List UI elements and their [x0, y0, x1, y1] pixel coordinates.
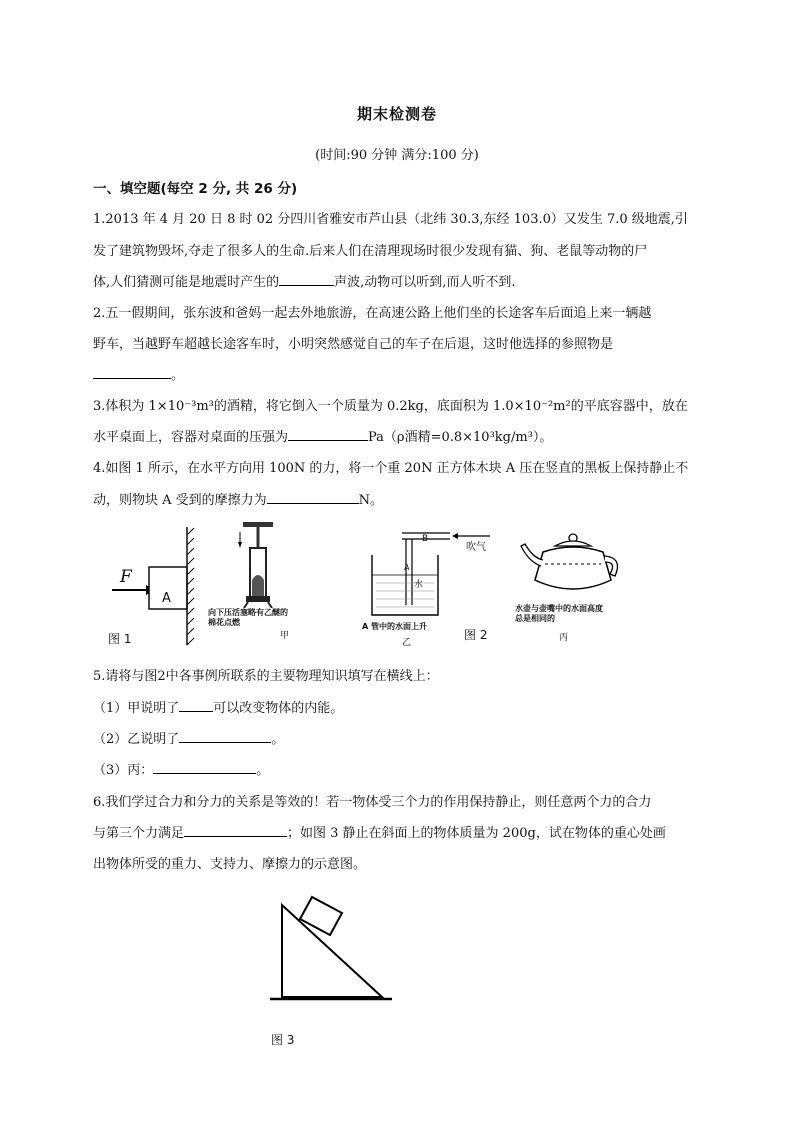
q5-3-answer-blank[interactable]	[153, 760, 256, 774]
figure-3	[270, 885, 395, 1010]
q5-3-text-a: （3）丙：	[93, 763, 154, 778]
q5-1-text-a: （1）甲说明了	[93, 701, 180, 716]
q3-line-1: 3.体积为 1×10⁻³m³的酒精，将它倒入一个质量为 0.2kg，底面积为 1.0×10⁻²m²的平底容器中，放在	[93, 399, 688, 414]
page-subtitle: (时间:90 分钟 满分:100 分)	[315, 148, 479, 163]
figure-2-yi	[362, 525, 502, 647]
page-title: 期末检测卷	[356, 105, 437, 123]
blow-label: 吹气	[466, 542, 486, 553]
q1-answer-blank[interactable]	[279, 272, 334, 286]
q5-line-4	[93, 759, 269, 778]
q3-answer-blank[interactable]	[288, 427, 368, 441]
figure-2-caption: 图 2	[464, 628, 488, 642]
figure-2-jia	[208, 518, 298, 643]
q6-line-3: 出物体所受的重力、支持力、摩擦力的示意图。	[93, 857, 367, 872]
figure-3-caption: 图 3	[271, 1033, 295, 1047]
section-heading: 一、填空题(每空 2 分, 共 26 分)	[93, 181, 298, 197]
yi-caption: A 管中的水面上升	[362, 622, 427, 631]
q2-line-1: 2.五一假期间，张东波和爸妈一起去外地旅游，在高速公路上他们坐的长途客车后面追上来一辆越	[93, 306, 652, 321]
q3-text-a: 水平桌面上，容器对桌面的压强为	[93, 430, 289, 445]
q5-line-2	[93, 697, 343, 716]
incline-drawing	[270, 885, 395, 1010]
pump-drawing	[208, 518, 298, 608]
teapot-drawing	[515, 532, 625, 597]
q5-3-text-b: 。	[256, 763, 270, 778]
q5-2-text-b: 。	[271, 732, 285, 747]
tube-a-label: A	[404, 563, 410, 572]
q5-2-answer-blank[interactable]	[179, 729, 271, 743]
bing-label: 丙	[559, 633, 569, 643]
q6-line-1: 6.我们学过合力和分力的关系是等效的！若一物体受三个力的作用保持静止，则任意两个力的合力	[93, 795, 652, 810]
q6-answer-blank[interactable]	[184, 823, 287, 837]
figure-1-caption: 图 1	[108, 632, 132, 646]
q1-line-2: 发了建筑物毁坏,夺走了很多人的生命.后来人们在清理现场时很少发现有猫、狗、老鼠等动物的尸	[93, 244, 648, 259]
q6-text-a: 与第三个力满足	[93, 826, 185, 841]
q1-line-3	[93, 271, 516, 290]
q5-2-text-a: （2）乙说明了	[93, 732, 180, 747]
q5-1-answer-blank[interactable]	[179, 698, 213, 712]
q1-line-1: 1.2013 年 4 月 20 日 8 时 02 分四川省雅安市芦山县（北纬 30.3,东经 103.0）又发生 7.0 级地震,引	[93, 212, 688, 227]
q4-text-b: N。	[358, 493, 384, 508]
q4-answer-blank[interactable]	[267, 490, 359, 504]
q6-line-2	[93, 822, 666, 841]
q2-line-3	[93, 364, 184, 383]
q5-1-text-b: 可以改变物体的内能。	[213, 701, 344, 716]
bing-caption: 水壶与壶嘴中的水面高度总是相同的	[515, 604, 603, 623]
q4-line-2	[93, 489, 383, 508]
water-label: 水	[414, 580, 424, 590]
q2-line-2: 野车，当越野车超越长途客车时，小明突然感觉自己的车子在后退，这时他选择的参照物是	[93, 337, 614, 352]
q1-text-a: 体,人们猜测可能是地震时产生的	[93, 275, 280, 290]
q4-text-a: 动，则物块 A 受到的摩擦力为	[93, 493, 267, 508]
jia-label: 甲	[280, 631, 290, 641]
q5-line-1: 5.请将与图2中各事例所联系的主要物理知识填写在横线上：	[93, 669, 439, 684]
block-label: A	[162, 591, 171, 606]
q2-answer-blank[interactable]	[93, 365, 171, 379]
q1-text-b: 声波,动物可以听到,而人听不到.	[334, 275, 516, 290]
q5-line-3	[93, 728, 284, 747]
q3-line-2	[93, 426, 552, 445]
jia-caption: 向下压活塞略有乙醚的棉花点燃	[208, 608, 288, 627]
q2-text-end: 。	[171, 368, 185, 383]
figure-2-bing	[515, 532, 625, 647]
q3-text-b: Pa（ρ酒精=0.8×10³kg/m³）。	[368, 430, 553, 445]
tube-b-label: B	[422, 534, 429, 544]
q4-line-1: 4.如图 1 所示，在水平方向用 100N 的力，将一个重 20N 正方体木块 A 压在竖直的黑板上保持静止不	[93, 461, 689, 476]
figure-1	[110, 525, 215, 650]
force-label: F	[120, 567, 132, 587]
q6-text-b: ；如图 3 静止在斜面上的物体质量为 200g，试在物体的重心处画	[287, 826, 666, 841]
yi-label: 乙	[402, 638, 412, 648]
